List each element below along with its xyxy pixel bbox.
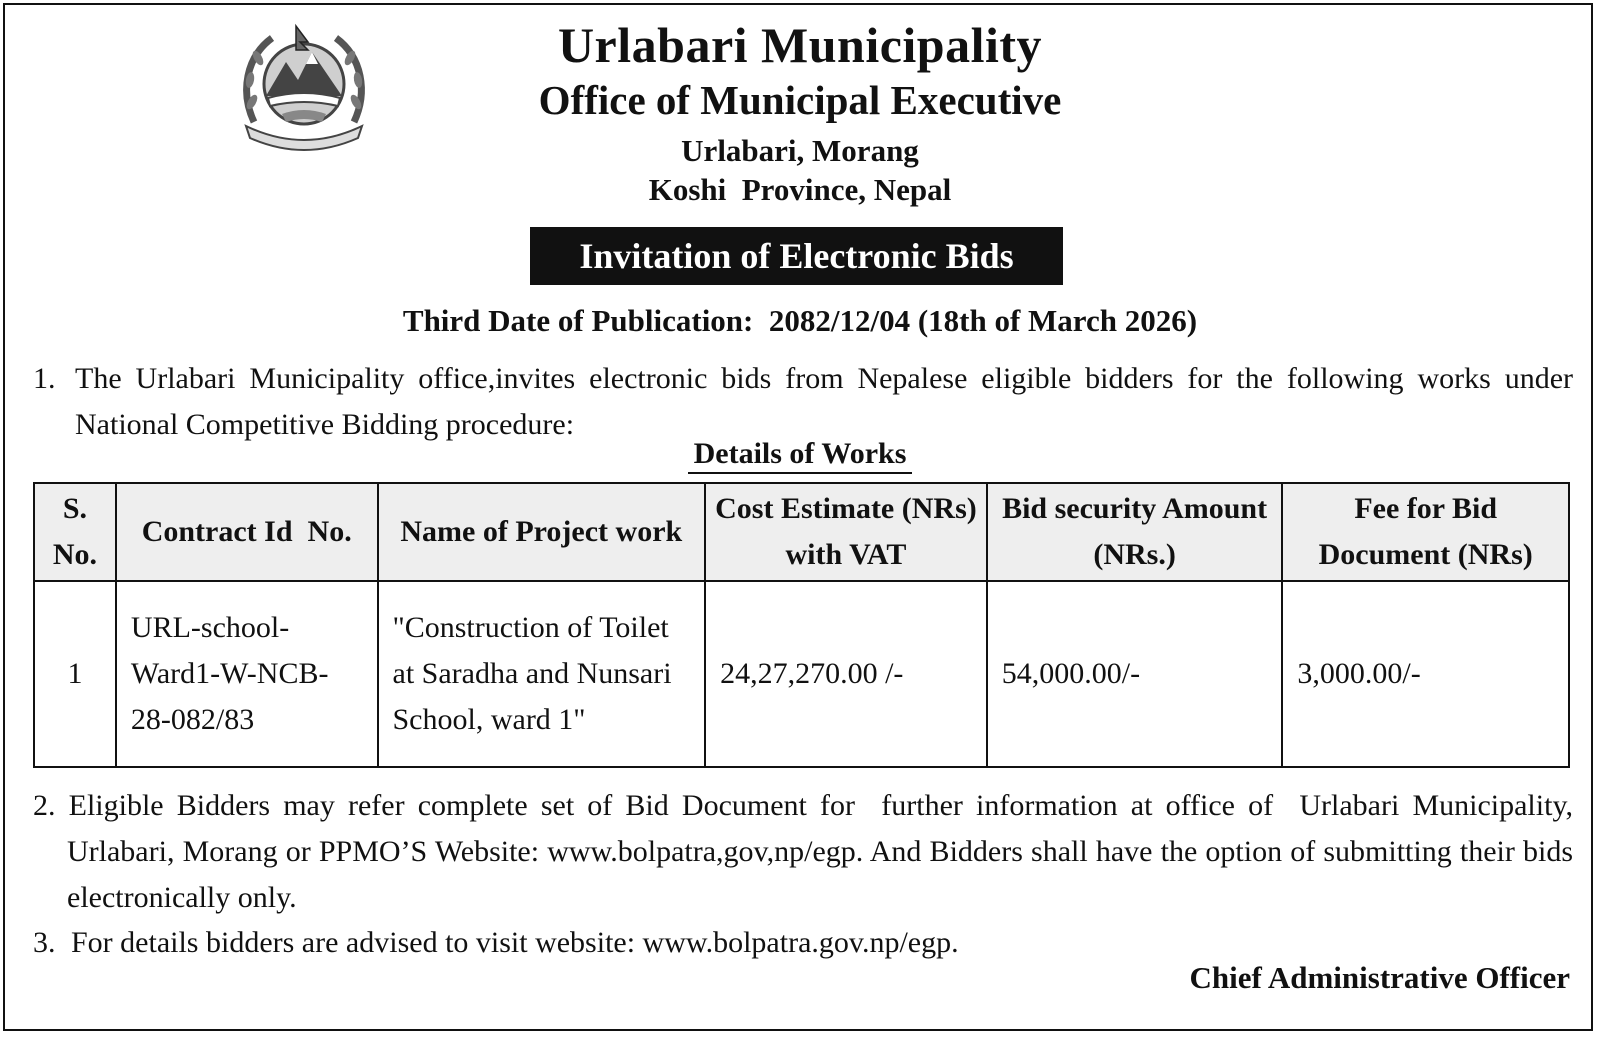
cell-bid-security: 54,000.00/- bbox=[987, 581, 1283, 767]
cell-bid-fee: 3,000.00/- bbox=[1282, 581, 1569, 767]
paragraph-1 bbox=[33, 356, 1573, 448]
table-row bbox=[34, 581, 1569, 767]
address-line-1: Urlabari, Morang bbox=[681, 133, 919, 168]
paragraph-2 bbox=[33, 783, 1581, 921]
cell-project-name: "Construction of Toilet at Saradha and Nunsari School, ward 1" bbox=[378, 581, 706, 767]
paragraph-3-number: 3. bbox=[33, 926, 56, 959]
header-bid-fee: Fee for Bid Document (NRs) bbox=[1282, 483, 1569, 581]
address-line-2: Koshi Province, Nepal bbox=[648, 172, 952, 207]
details-heading bbox=[0, 437, 1600, 471]
publication-date: Third Date of Publication: 2082/12/04 (18th of March 2026) bbox=[402, 303, 1198, 338]
header-cost-estimate: Cost Estimate (NRs) with VAT bbox=[705, 483, 987, 581]
header-sno: S. No. bbox=[34, 483, 116, 581]
paragraph-2-text: 2. Eligible Bidders may refer complete set of Bid Document for further information at office of Urlabari Municipality, Urlabari, Morang or PPMO’S Website: www.bolpatra,gov,np/egp. And Bidders shall have the option of submitting their bids electronically only. bbox=[33, 789, 1581, 914]
table-header-row bbox=[34, 483, 1569, 581]
cell-sno: 1 bbox=[34, 581, 116, 767]
header-contract-id: Contract Id No. bbox=[116, 483, 378, 581]
notice-banner: Invitation of Electronic Bids bbox=[530, 227, 1063, 285]
cell-cost-estimate: 24,27,270.00 /- bbox=[705, 581, 987, 767]
paragraph-1-number: 1. bbox=[33, 362, 56, 395]
office-title: Office of Municipal Executive bbox=[538, 77, 1062, 123]
header-bid-security: Bid security Amount (NRs.) bbox=[987, 483, 1283, 581]
details-heading-text: Details of Works bbox=[688, 437, 913, 474]
cell-contract-id: URL-school-Ward1-W-NCB-28-082/83 bbox=[116, 581, 378, 767]
paragraph-3-text: For details bidders are advised to visit website: www.bolpatra.gov.np/egp. bbox=[71, 926, 959, 959]
paragraph-1-text: The Urlabari Municipality office,invites electronic bids from Nepalese eligible bidders for the following works under National Competitive Bidding procedure: bbox=[75, 362, 1573, 441]
signatory: Chief Administrative Officer bbox=[1189, 960, 1570, 995]
header-project-name: Name of Project work bbox=[378, 483, 706, 581]
municipality-title: Urlabari Municipality bbox=[557, 17, 1043, 73]
works-table bbox=[33, 482, 1570, 768]
